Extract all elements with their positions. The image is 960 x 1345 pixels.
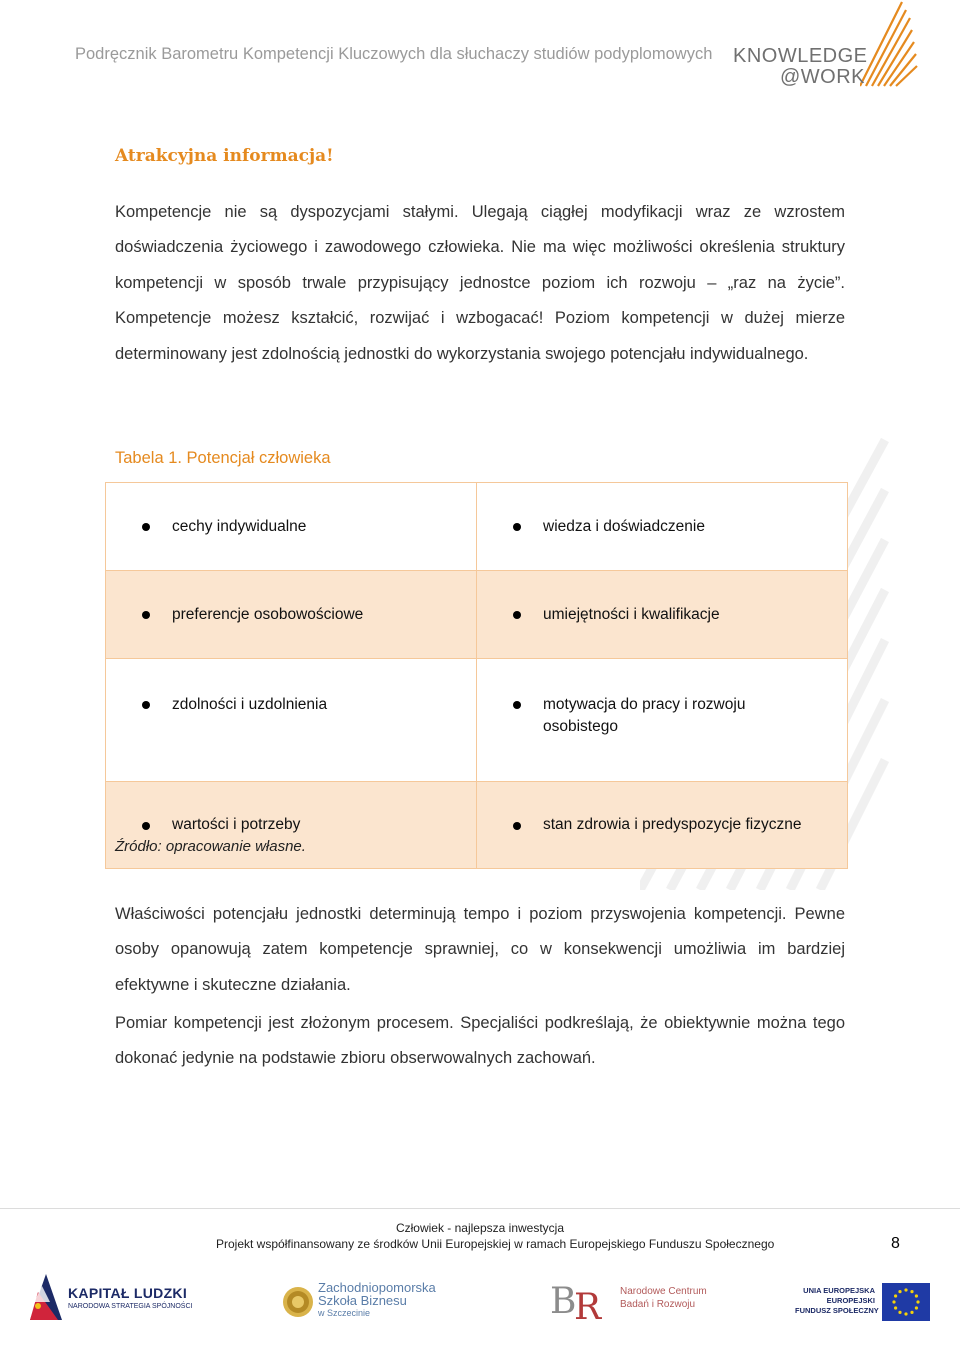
cell-text: umiejętności i kwalifikacje	[543, 605, 720, 623]
table-row	[106, 782, 848, 869]
ncbr-logo	[548, 1275, 708, 1330]
ncbr-line-2: Badań i Rozwoju	[620, 1299, 696, 1310]
kl-title: KAPITAŁ LUDZKI	[68, 1285, 188, 1301]
table-cell	[477, 659, 848, 782]
svg-text:R: R	[574, 1287, 602, 1327]
zsb-line-3: w Szczecinie	[318, 1308, 371, 1318]
cell-text: motywacja do pracy i rozwoju osobistego	[543, 696, 746, 735]
footer-funding-note: Projekt współfinansowany ze środków Unii Europejskiej w ramach Europejskiego Funduszu Społecznego	[216, 1237, 775, 1251]
table-cell	[477, 782, 848, 869]
ncbr-line-1: Narodowe Centrum	[620, 1286, 707, 1297]
bullet-icon	[142, 701, 150, 709]
knowledge-work-logo	[733, 46, 868, 88]
bullet-icon	[513, 523, 521, 531]
cell-text: stan zdrowia i predyspozycje fizyczne	[543, 816, 802, 833]
logo-line-2: @WORK	[780, 66, 866, 88]
table-source: Źródło: opracowanie własne.	[115, 838, 306, 855]
bullet-icon	[513, 611, 521, 619]
eu-line-2: EUROPEJSKI	[826, 1296, 875, 1305]
paragraph-2: Właściwości potencjału jednostki determinują tempo i poziom przyswojenia kompetencji. Pewne osoby opanowują zatem kompetencje sprawniej, co w konsekwencji umożliwia im bardziej efektywne i skuteczne działania.	[115, 905, 845, 994]
section-heading: Atrakcyjna informacja!	[115, 146, 334, 166]
svg-text:B: B	[550, 1281, 577, 1322]
cell-text: cechy indywidualne	[172, 517, 307, 535]
footer-slogan-text: Człowiek - najlepsza inwestycja	[395, 1221, 565, 1235]
paragraph-1: Kompetencje nie są dyspozycjami stałymi. Ulegają ciągłej modyfikacji wraz ze wzrostem doświadczenia życiowego i zawodowego człowieka. Nie ma więc możliwości określenia struktury kompetencji w sposób trwale przypisujący jednostce poziom ich rozwoju – „raz na życie”. Kompetencje możesz kształcić, rozwijać i wzbogacać! Poziom kompetencji w dużej mierze determinowany jest zdolnością jednostki do wykorzystania swojego potencjału indywidualnego.	[115, 203, 845, 363]
table-cell	[106, 782, 477, 869]
zsb-emblem-icon	[282, 1286, 314, 1318]
table-caption: Tabela 1. Potencjał człowieka	[115, 449, 331, 467]
kapital-ludzki-logo	[28, 1272, 208, 1327]
footer-slogan	[0, 1221, 960, 1235]
cell-text: preferencje osobowościowe	[172, 605, 364, 623]
cell-text: wartości i potrzeby	[172, 816, 301, 833]
table-cell	[106, 571, 477, 659]
zsb-line-1: Zachodniopomorska	[318, 1280, 436, 1295]
table-row	[106, 659, 848, 782]
bullet-icon	[142, 611, 150, 619]
zsb-name	[318, 1281, 436, 1320]
knowledge-work-logo-stripes-icon	[860, 0, 920, 90]
eu-flag-icon	[882, 1283, 930, 1321]
footer-divider	[0, 1208, 960, 1209]
cell-text: zdolności i uzdolnienia	[172, 696, 328, 713]
zsb-logo	[282, 1281, 462, 1329]
table-cell	[106, 483, 477, 571]
ncbr-emblem-icon	[548, 1275, 612, 1327]
paragraph-3: Pomiar kompetencji jest złożonym procesem. Specjaliści podkreślają, że obiektywnie można tego dokonać jedynie na podstawie zbioru obserwowalnych zachowań.	[115, 1014, 845, 1068]
bullet-icon	[142, 523, 150, 531]
table-cell	[477, 571, 848, 659]
eu-line-1: UNIA EUROPEJSKA	[803, 1286, 875, 1295]
kapital-ludzki-emblem-icon	[28, 1272, 64, 1322]
table-cell	[106, 659, 477, 782]
running-header: Podręcznik Barometru Kompetencji Kluczowych dla słuchaczy studiów podyplomowych	[75, 45, 713, 63]
eu-logo	[795, 1283, 935, 1323]
bullet-icon	[513, 822, 521, 830]
logo-line-1: KNOWLEDGE	[733, 45, 868, 67]
eu-text	[795, 1286, 879, 1316]
bullet-icon	[142, 822, 150, 830]
table-cell	[477, 483, 848, 571]
cell-text: wiedza i doświadczenie	[543, 517, 705, 535]
table-row	[106, 571, 848, 659]
page-number: 8	[891, 1235, 900, 1252]
potential-table	[105, 482, 848, 869]
eu-line-3: FUNDUSZ SPOŁECZNY	[795, 1306, 879, 1315]
zsb-line-2: Szkoła Biznesu	[318, 1293, 407, 1308]
bullet-icon	[513, 701, 521, 709]
table-row	[106, 483, 848, 571]
kl-subtitle: NARODOWA STRATEGIA SPÓJNOŚCI	[68, 1303, 193, 1310]
ncbr-name	[620, 1285, 707, 1311]
